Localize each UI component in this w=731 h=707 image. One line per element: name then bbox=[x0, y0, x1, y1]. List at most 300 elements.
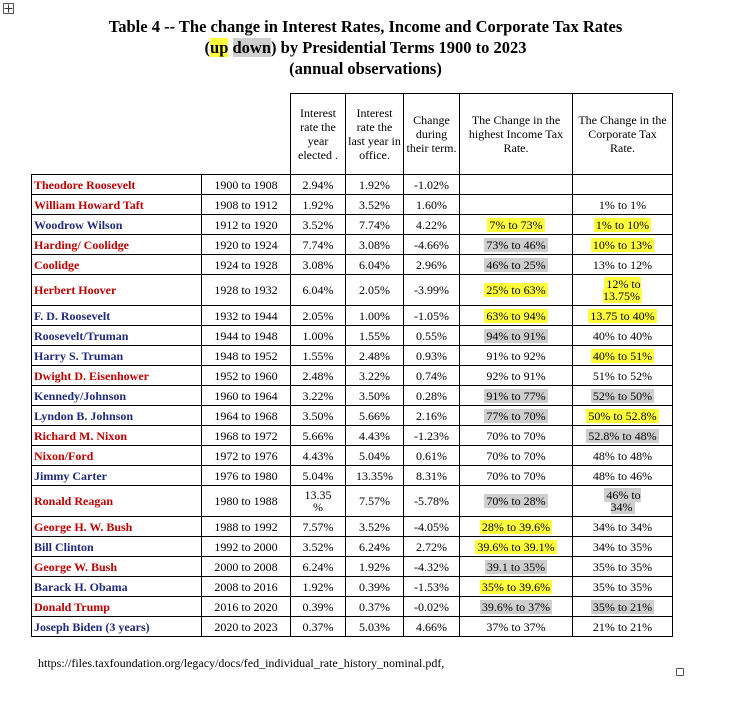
term-years bbox=[202, 537, 291, 557]
rate-elected-value bbox=[291, 446, 346, 466]
table-resize-handle-icon[interactable] bbox=[676, 668, 684, 676]
corporate-tax-change-text: 40% to 40% bbox=[592, 328, 653, 343]
rate-last-value bbox=[346, 326, 404, 346]
term-years-text: 1952 to 1960 bbox=[214, 368, 278, 383]
income-tax-change-text: 70% to 70% bbox=[486, 468, 546, 483]
term-years bbox=[202, 597, 291, 617]
header-rate-elected: Interest rate the year elected . bbox=[291, 94, 346, 175]
header-income-tax: The Change in the highest Income Tax Rate. bbox=[460, 94, 573, 175]
corporate-tax-change-text: 50% to 52.8% bbox=[588, 408, 657, 423]
rate-change-value-text: -1.02% bbox=[414, 177, 449, 192]
rate-last-value bbox=[346, 577, 404, 597]
corporate-tax-change bbox=[573, 306, 673, 326]
rate-change-value bbox=[404, 466, 460, 486]
rate-last-value-text: 6.24% bbox=[359, 539, 390, 554]
rate-last-value bbox=[346, 346, 404, 366]
rate-last-value-text: 7.57% bbox=[359, 494, 390, 508]
rate-elected-value-text: 3.08% bbox=[302, 257, 334, 272]
income-tax-change bbox=[460, 215, 573, 235]
president-name bbox=[32, 406, 202, 426]
term-years bbox=[202, 426, 291, 446]
term-years-text: 1900 to 1908 bbox=[214, 177, 278, 192]
income-tax-change bbox=[460, 557, 573, 577]
term-years bbox=[202, 486, 291, 517]
president-name bbox=[32, 486, 202, 517]
rate-elected-value-text: 3.52% bbox=[302, 539, 334, 554]
term-years bbox=[202, 466, 291, 486]
rate-last-value bbox=[346, 366, 404, 386]
table-body bbox=[32, 175, 673, 637]
corporate-tax-change bbox=[573, 386, 673, 406]
rate-elected-value bbox=[291, 275, 346, 306]
rate-elected-value bbox=[291, 617, 346, 637]
rate-change-value-text: 4.66% bbox=[416, 619, 447, 634]
corporate-tax-change-text: 13% to 12% bbox=[592, 257, 653, 272]
rate-elected-value bbox=[291, 195, 346, 215]
term-years-text: 2000 to 2008 bbox=[214, 559, 278, 574]
income-tax-change bbox=[460, 486, 573, 517]
president-name-text: Harding/ Coolidge bbox=[34, 237, 130, 252]
rate-change-value-text: -1.05% bbox=[414, 308, 449, 323]
table-header-row bbox=[32, 94, 673, 175]
income-tax-change bbox=[460, 346, 573, 366]
table-row bbox=[32, 235, 673, 255]
president-name bbox=[32, 195, 202, 215]
president-name bbox=[32, 386, 202, 406]
term-years-text: 1948 to 1952 bbox=[214, 348, 278, 363]
president-name bbox=[32, 537, 202, 557]
term-years bbox=[202, 255, 291, 275]
title-down-highlight: down bbox=[232, 38, 272, 57]
table-row bbox=[32, 346, 673, 366]
term-years-text: 1924 to 1928 bbox=[214, 257, 278, 272]
rate-last-value-text: 1.55% bbox=[359, 328, 390, 343]
rate-change-value-text: 0.61% bbox=[416, 448, 447, 463]
rate-change-value bbox=[404, 306, 460, 326]
corporate-tax-change bbox=[573, 446, 673, 466]
president-name bbox=[32, 346, 202, 366]
corporate-tax-change bbox=[573, 175, 673, 195]
table-row bbox=[32, 255, 673, 275]
table-row bbox=[32, 426, 673, 446]
rate-change-value-text: 0.74% bbox=[416, 368, 447, 383]
rate-change-value-text: 0.28% bbox=[416, 388, 447, 403]
term-years-text: 2016 to 2020 bbox=[214, 599, 278, 614]
president-name-text: Nixon/Ford bbox=[34, 448, 94, 463]
income-tax-change bbox=[460, 195, 573, 215]
rate-elected-value-text: 5.66% bbox=[302, 428, 334, 443]
income-tax-change bbox=[460, 517, 573, 537]
rate-last-value-text: 13.35% bbox=[356, 468, 393, 483]
corporate-tax-change bbox=[573, 255, 673, 275]
term-years bbox=[202, 446, 291, 466]
corporate-tax-change bbox=[573, 486, 673, 517]
term-years bbox=[202, 275, 291, 306]
table-row bbox=[32, 486, 673, 517]
table-move-handle-icon[interactable] bbox=[3, 3, 14, 14]
term-years-text: 1992 to 2000 bbox=[214, 539, 278, 554]
corporate-tax-change bbox=[573, 366, 673, 386]
rate-change-value bbox=[404, 215, 460, 235]
rate-last-value-text: 1.92% bbox=[359, 177, 390, 192]
corporate-tax-change-text: 34% to 35% bbox=[592, 539, 653, 554]
income-tax-change bbox=[460, 577, 573, 597]
rate-elected-value-text: 1.55% bbox=[302, 348, 334, 363]
income-tax-change-text: 28% to 39.6% bbox=[481, 519, 551, 534]
header-rate-last: Interest rate the last year in office. bbox=[346, 94, 404, 175]
term-years-text: 1972 to 1976 bbox=[214, 448, 278, 463]
rate-last-value-text: 1.92% bbox=[359, 559, 390, 574]
rate-change-value bbox=[404, 577, 460, 597]
corporate-tax-change-text: 48% to 48% bbox=[592, 448, 653, 463]
income-tax-change-text: 39.6% to 37% bbox=[481, 599, 551, 614]
income-tax-change-text: 70% to 28% bbox=[486, 494, 546, 508]
rate-elected-value bbox=[291, 366, 346, 386]
rate-change-value bbox=[404, 537, 460, 557]
table-title-block bbox=[0, 16, 731, 79]
president-name-text: Woodrow Wilson bbox=[34, 217, 123, 232]
corporate-tax-change bbox=[573, 426, 673, 446]
term-years bbox=[202, 326, 291, 346]
corporate-tax-change-text: 12% to 13.75% bbox=[603, 277, 641, 303]
term-years bbox=[202, 306, 291, 326]
income-tax-change-text: 63% to 94% bbox=[486, 308, 546, 323]
rate-elected-value-text: 0.39% bbox=[302, 599, 334, 614]
president-name-text: Lyndon B. Johnson bbox=[34, 408, 134, 423]
income-tax-change bbox=[460, 175, 573, 195]
president-name bbox=[32, 597, 202, 617]
rate-last-value bbox=[346, 446, 404, 466]
table-row bbox=[32, 466, 673, 486]
income-tax-change-text: 91% to 77% bbox=[486, 388, 546, 403]
term-years bbox=[202, 215, 291, 235]
rate-last-value-text: 4.43% bbox=[359, 428, 390, 443]
rate-change-value-text: 2.72% bbox=[416, 539, 447, 554]
rate-elected-value bbox=[291, 486, 346, 517]
corporate-tax-change bbox=[573, 346, 673, 366]
table-row bbox=[32, 577, 673, 597]
rate-elected-value bbox=[291, 406, 346, 426]
rate-change-value-text: 4.22% bbox=[416, 217, 447, 232]
income-tax-change-text: 91% to 92% bbox=[486, 348, 546, 363]
corporate-tax-change-text: 21% to 21% bbox=[592, 619, 653, 634]
rate-elected-value bbox=[291, 577, 346, 597]
table-row bbox=[32, 215, 673, 235]
table-row bbox=[32, 597, 673, 617]
title-line-1: Table 4 -- The change in Interest Rates, Income and Corporate Tax Rates bbox=[108, 17, 623, 36]
rate-elected-value-text: 2.05% bbox=[302, 308, 334, 323]
rate-last-value bbox=[346, 386, 404, 406]
corporate-tax-change-text: 1% to 10% bbox=[595, 217, 650, 232]
rate-change-value bbox=[404, 235, 460, 255]
rates-table bbox=[31, 93, 673, 637]
corporate-tax-change bbox=[573, 617, 673, 637]
rate-change-value-text: -4.05% bbox=[414, 519, 449, 534]
rate-elected-value bbox=[291, 306, 346, 326]
rate-change-value-text: 0.93% bbox=[416, 348, 447, 363]
term-years-text: 1912 to 1920 bbox=[214, 217, 278, 232]
president-name bbox=[32, 617, 202, 637]
income-tax-change bbox=[460, 386, 573, 406]
corporate-tax-change bbox=[573, 406, 673, 426]
rate-elected-value-text: 4.43% bbox=[302, 448, 334, 463]
president-name-text: Coolidge bbox=[34, 257, 80, 272]
president-name-text: Roosevelt/Truman bbox=[34, 328, 129, 343]
rate-last-value bbox=[346, 466, 404, 486]
corporate-tax-change bbox=[573, 537, 673, 557]
corporate-tax-change bbox=[573, 577, 673, 597]
term-years-text: 1988 to 1992 bbox=[214, 519, 278, 534]
corporate-tax-change bbox=[573, 235, 673, 255]
corporate-tax-change bbox=[573, 466, 673, 486]
income-tax-change-text: 39.6% to 39.1% bbox=[477, 539, 555, 554]
rate-last-value bbox=[346, 215, 404, 235]
rate-change-value-text: -5.78% bbox=[414, 494, 449, 508]
table-row bbox=[32, 326, 673, 346]
rate-last-value bbox=[346, 557, 404, 577]
rate-last-value-text: 7.74% bbox=[359, 217, 390, 232]
header-change: Change during their term. bbox=[404, 94, 460, 175]
rate-change-value bbox=[404, 386, 460, 406]
rate-last-value-text: 5.66% bbox=[359, 408, 390, 423]
corporate-tax-change-text: 48% to 46% bbox=[592, 468, 653, 483]
income-tax-change-text: 25% to 63% bbox=[486, 283, 546, 297]
income-tax-change bbox=[460, 446, 573, 466]
president-name-text: Barack H. Obama bbox=[34, 579, 128, 594]
president-name-text: F. D. Roosevelt bbox=[34, 308, 111, 323]
rate-last-value bbox=[346, 537, 404, 557]
term-years-text: 2020 to 2023 bbox=[214, 619, 278, 634]
table-row bbox=[32, 386, 673, 406]
income-tax-change bbox=[460, 466, 573, 486]
corporate-tax-change-text: 52% to 50% bbox=[592, 388, 653, 403]
income-tax-change bbox=[460, 617, 573, 637]
president-name bbox=[32, 577, 202, 597]
income-tax-change bbox=[460, 366, 573, 386]
income-tax-change-text: 70% to 70% bbox=[486, 428, 546, 443]
rate-change-value-text: -0.02% bbox=[414, 599, 449, 614]
president-name bbox=[32, 517, 202, 537]
corporate-tax-change-text: 35% to 21% bbox=[592, 599, 653, 614]
rate-change-value-text: -4.66% bbox=[414, 237, 449, 252]
rate-last-value bbox=[346, 597, 404, 617]
rate-elected-value-text: 2.48% bbox=[302, 368, 334, 383]
term-years-text: 1964 to 1968 bbox=[214, 408, 278, 423]
rate-change-value bbox=[404, 366, 460, 386]
rate-elected-value-text: 6.24% bbox=[302, 559, 334, 574]
rate-last-value-text: 6.04% bbox=[359, 257, 390, 272]
term-years-text: 1976 to 1980 bbox=[214, 468, 278, 483]
president-name bbox=[32, 366, 202, 386]
title-line-3: (annual observations) bbox=[289, 59, 442, 78]
term-years-text: 1968 to 1972 bbox=[214, 428, 278, 443]
rate-last-value-text: 3.52% bbox=[359, 197, 390, 212]
table-row bbox=[32, 517, 673, 537]
rate-change-value-text: -1.53% bbox=[414, 579, 449, 594]
rate-last-value-text: 1.00% bbox=[359, 308, 390, 323]
rate-elected-value bbox=[291, 215, 346, 235]
table-row bbox=[32, 275, 673, 306]
rate-elected-value-text: 3.50% bbox=[302, 408, 334, 423]
rate-elected-value-text: 7.74% bbox=[302, 237, 334, 252]
rate-change-value bbox=[404, 617, 460, 637]
rate-elected-value bbox=[291, 255, 346, 275]
corporate-tax-change-text: 34% to 34% bbox=[592, 519, 653, 534]
corporate-tax-change bbox=[573, 275, 673, 306]
president-name bbox=[32, 326, 202, 346]
income-tax-change bbox=[460, 235, 573, 255]
corporate-tax-change-text: 1% to 1% bbox=[598, 197, 647, 212]
rate-change-value-text: 8.31% bbox=[416, 468, 447, 483]
income-tax-change bbox=[460, 255, 573, 275]
term-years bbox=[202, 517, 291, 537]
rate-last-value bbox=[346, 486, 404, 517]
president-name bbox=[32, 426, 202, 446]
rate-last-value-text: 2.05% bbox=[359, 283, 390, 297]
rate-change-value bbox=[404, 255, 460, 275]
president-name bbox=[32, 235, 202, 255]
rate-change-value-text: -4.32% bbox=[414, 559, 449, 574]
income-tax-change-text: 37% to 37% bbox=[486, 619, 546, 634]
term-years bbox=[202, 557, 291, 577]
president-name-text: Harry S. Truman bbox=[34, 348, 124, 363]
rate-elected-value-text: 0.37% bbox=[302, 619, 334, 634]
income-tax-change-text: 70% to 70% bbox=[486, 448, 546, 463]
table-row bbox=[32, 195, 673, 215]
corporate-tax-change-text: 51% to 52% bbox=[592, 368, 653, 383]
income-tax-change bbox=[460, 597, 573, 617]
income-tax-change bbox=[460, 326, 573, 346]
president-name-text: William Howard Taft bbox=[34, 197, 144, 212]
rate-change-value bbox=[404, 326, 460, 346]
president-name-text: Theodore Roosevelt bbox=[34, 177, 136, 192]
rate-last-value-text: 0.37% bbox=[359, 599, 390, 614]
term-years bbox=[202, 235, 291, 255]
corporate-tax-change-text: 46% to 34% bbox=[606, 488, 641, 514]
term-years-text: 1980 to 1988 bbox=[214, 494, 278, 508]
income-tax-change bbox=[460, 537, 573, 557]
income-tax-change-text: 73% to 46% bbox=[486, 237, 546, 252]
president-name-text: Joseph Biden (3 years) bbox=[34, 619, 150, 634]
rate-change-value bbox=[404, 406, 460, 426]
rate-elected-value-text: 6.04% bbox=[302, 283, 334, 297]
rate-last-value bbox=[346, 175, 404, 195]
income-tax-change bbox=[460, 275, 573, 306]
rate-change-value-text: 2.96% bbox=[416, 257, 447, 272]
table-row bbox=[32, 175, 673, 195]
rate-last-value-text: 3.22% bbox=[359, 368, 390, 383]
president-name-text: Jimmy Carter bbox=[34, 468, 107, 483]
title-space bbox=[228, 38, 232, 57]
table-row bbox=[32, 406, 673, 426]
corporate-tax-change-text: 10% to 13% bbox=[592, 237, 653, 252]
president-name-text: Richard M. Nixon bbox=[34, 428, 127, 443]
title-paren-open: ( bbox=[204, 38, 211, 57]
president-name bbox=[32, 466, 202, 486]
corporate-tax-change bbox=[573, 195, 673, 215]
header-blank-cell bbox=[32, 94, 291, 175]
president-name-text: George H. W. Bush bbox=[34, 519, 133, 534]
term-years bbox=[202, 577, 291, 597]
term-years bbox=[202, 175, 291, 195]
rate-elected-value bbox=[291, 557, 346, 577]
title-up-highlight: up bbox=[210, 38, 229, 57]
rate-change-value-text: -3.99% bbox=[414, 283, 449, 297]
income-tax-change-text: 94% to 91% bbox=[486, 328, 546, 343]
president-name bbox=[32, 557, 202, 577]
rate-last-value bbox=[346, 426, 404, 446]
table-row bbox=[32, 446, 673, 466]
rate-last-value bbox=[346, 517, 404, 537]
term-years-text: 1932 to 1944 bbox=[214, 308, 278, 323]
income-tax-change bbox=[460, 306, 573, 326]
president-name-text: Bill Clinton bbox=[34, 539, 94, 554]
rate-last-value bbox=[346, 406, 404, 426]
president-name-text: Dwight D. Eisenhower bbox=[34, 368, 150, 383]
table-row bbox=[32, 366, 673, 386]
income-tax-change-text: 46% to 25% bbox=[486, 257, 546, 272]
corporate-tax-change-text: 52.8% to 48% bbox=[588, 428, 657, 443]
income-tax-change-text: 7% to 73% bbox=[489, 217, 543, 232]
rate-change-value-text: 1.60% bbox=[416, 197, 447, 212]
rate-last-value-text: 5.03% bbox=[359, 619, 390, 634]
rate-elected-value bbox=[291, 597, 346, 617]
income-tax-change-text: 77% to 70% bbox=[486, 408, 546, 423]
rate-change-value bbox=[404, 175, 460, 195]
rate-change-value bbox=[404, 486, 460, 517]
term-years bbox=[202, 346, 291, 366]
income-tax-change bbox=[460, 426, 573, 446]
rate-last-value bbox=[346, 617, 404, 637]
term-years-text: 2008 to 2016 bbox=[214, 579, 278, 594]
term-years-text: 1944 to 1948 bbox=[214, 328, 278, 343]
title-line-2 bbox=[0, 37, 731, 58]
president-name bbox=[32, 275, 202, 306]
rate-last-value bbox=[346, 306, 404, 326]
rate-elected-value-text: 7.57% bbox=[302, 519, 334, 534]
rate-elected-value bbox=[291, 537, 346, 557]
term-years bbox=[202, 617, 291, 637]
rate-change-value bbox=[404, 275, 460, 306]
income-tax-change-text: 39.1 to 35% bbox=[486, 559, 546, 574]
rate-elected-value-text: 13.35 % bbox=[304, 488, 332, 514]
title-line-2-rest: ) by Presidential Terms 1900 to 2023 bbox=[271, 38, 527, 57]
president-name-text: Kennedy/Johnson bbox=[34, 388, 127, 403]
corporate-tax-change-text: 40% to 51% bbox=[592, 348, 653, 363]
income-tax-change-text: 35% to 39.6% bbox=[481, 579, 551, 594]
president-name-text: George W. Bush bbox=[34, 559, 118, 574]
rate-last-value-text: 3.50% bbox=[359, 388, 390, 403]
rate-elected-value bbox=[291, 235, 346, 255]
rate-elected-value-text: 3.22% bbox=[302, 388, 334, 403]
rate-last-value-text: 3.08% bbox=[359, 237, 390, 252]
rate-elected-value-text: 1.92% bbox=[302, 579, 334, 594]
corporate-tax-change bbox=[573, 326, 673, 346]
term-years-text: 1908 to 1912 bbox=[214, 197, 278, 212]
rate-elected-value bbox=[291, 326, 346, 346]
source-citation[interactable]: https://files.taxfoundation.org/legacy/docs/fed_individual_rate_history_nominal.pdf, bbox=[38, 656, 445, 670]
corporate-tax-change bbox=[573, 517, 673, 537]
rate-change-value-text: 0.55% bbox=[416, 328, 447, 343]
corporate-tax-change bbox=[573, 215, 673, 235]
rate-last-value-text: 0.39% bbox=[359, 579, 390, 594]
rate-elected-value bbox=[291, 175, 346, 195]
rate-change-value bbox=[404, 195, 460, 215]
corporate-tax-change-text: 35% to 35% bbox=[592, 559, 653, 574]
president-name-text: Donald Trump bbox=[34, 599, 110, 614]
rate-last-value bbox=[346, 235, 404, 255]
rate-change-value bbox=[404, 446, 460, 466]
